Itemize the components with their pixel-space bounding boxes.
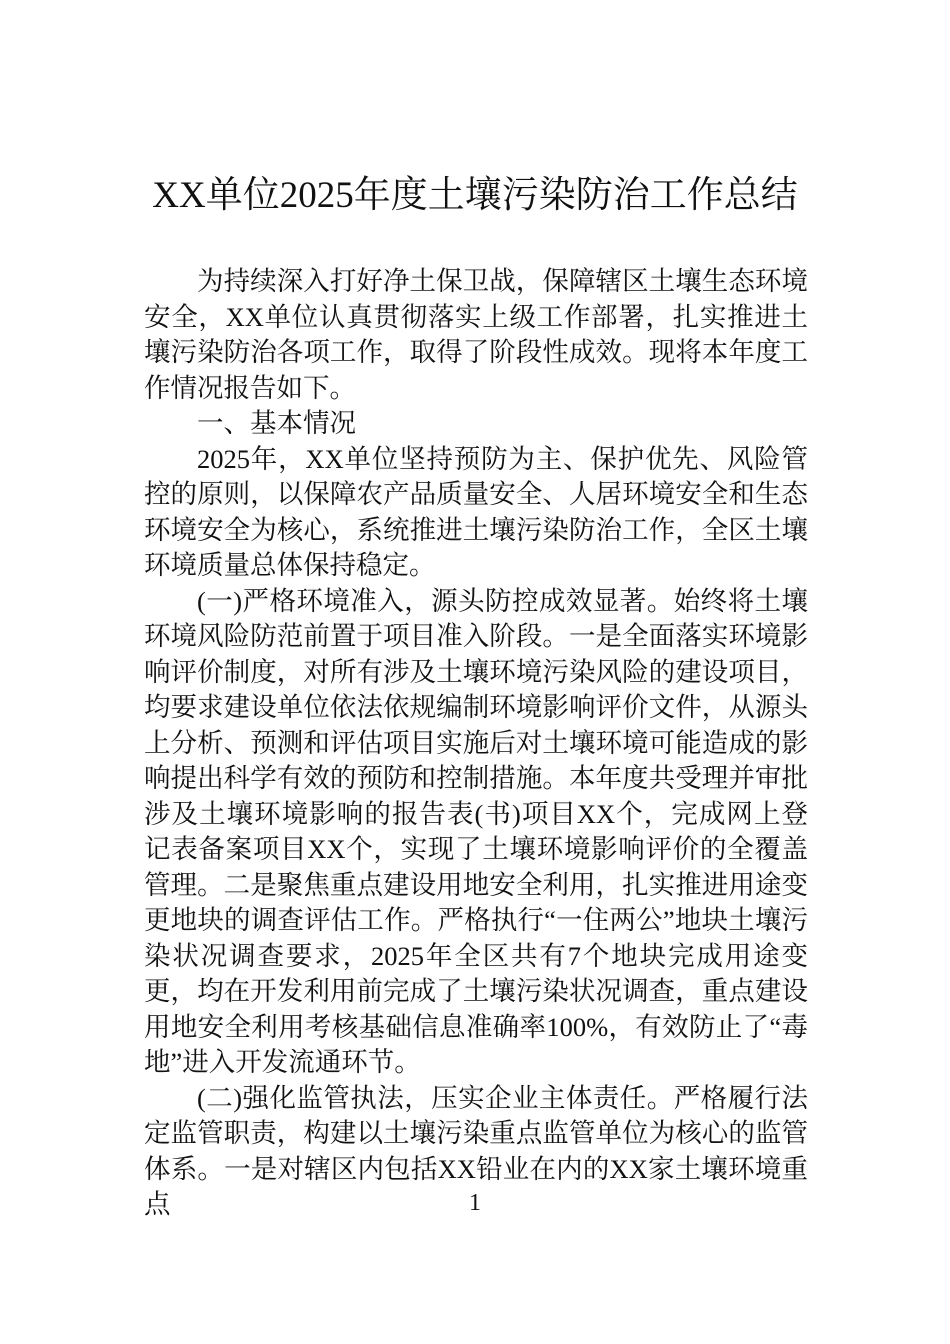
document-body: [144, 264, 808, 1223]
section-heading-basic-situation: 一、基本情况: [197, 408, 356, 438]
paragraph-source-control: (一)严格环境准入，源头防控成效显著。始终将土壤环境风险防范前置于项目准入阶段。一是全面落实环境影响评价制度，对所有涉及土壤环境污染风险的建设项目，均要求建设单位依法依规编制环境影响评价文件，从源头上分析、预测和评估项目实施后对土壤环境可能造成的影响提出科学有效的预防和控制措施。本年度共受理并审批涉及土壤环境影响的报告表(书)项目XX个，完成网上登记表备案项目XX个，实现了土壤环境影响评价的全覆盖管理。二是聚焦重点建设用地安全利用，扎实推进用途变更地块的调查评估工作。严格执行“一住两公”地块土壤污染状况调查要求，2025年全区共有7个地块完成用途变更，均在开发利用前完成了土壤污染状况调查，重点建设用地安全利用考核基础信息准确率100%，有效防止了“毒地”进入开发流通环节。: [144, 585, 808, 1077]
page-number: 1: [469, 1190, 481, 1216]
paragraph-intro: 为持续深入打好净土保卫战，保障辖区土壤生态环境安全，XX单位认真贯彻落实上级工作部署，扎实推进土壤污染防治各项工作，取得了阶段性成效。现将本年度工作情况报告如下。: [144, 266, 808, 403]
paragraph-overview: 2025年，XX单位坚持预防为主、保护优先、风险管控的原则，以保障农产品质量安全、人居环境安全和生态环境安全为核心，系统推进土壤污染防治工作，全区土壤环境质量总体保持稳定。: [144, 443, 808, 580]
document-title: XX单位2025年度土壤污染防治工作总结: [152, 175, 798, 216]
paragraph-supervision: (二)强化监管执法，压实企业主体责任。严格履行法定监管职责，构建以土壤污染重点监管单位为核心的监管体系。一是对辖区内包括XX铅业在内的XX家土壤环境重点: [144, 1082, 808, 1219]
